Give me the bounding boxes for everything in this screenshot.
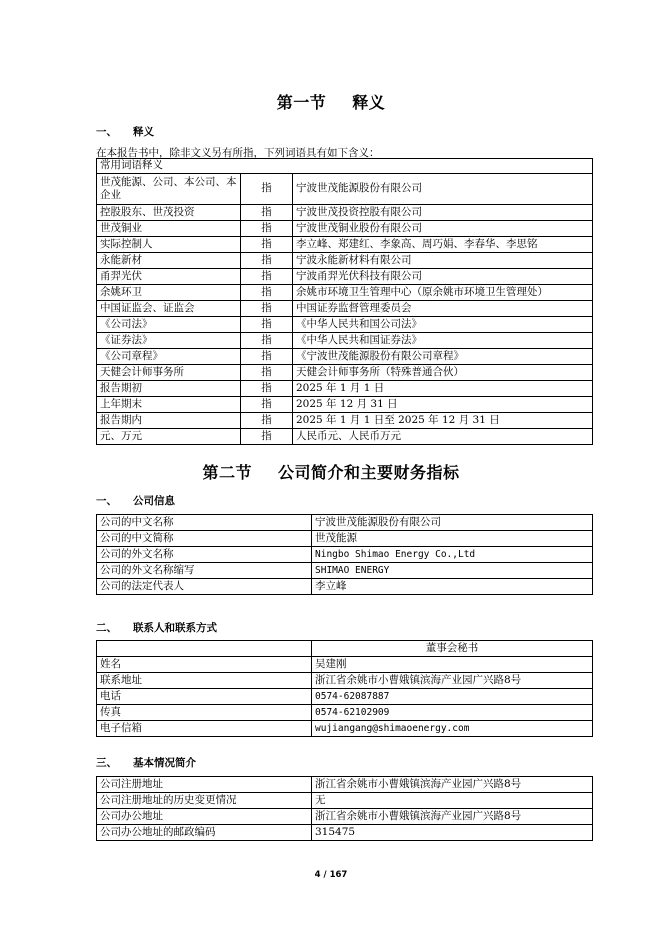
term-cell: 中国证监会、证监会 [97, 301, 241, 317]
label-cell: 公司办公地址 [97, 809, 312, 825]
value-cell: 李立峰 [312, 579, 593, 595]
label-cell: 公司的中文简称 [97, 531, 312, 547]
table-row [97, 221, 593, 237]
label-cell: 电子信箱 [97, 721, 312, 737]
value-cell: 浙江省余姚市小曹娥镇滨海产业园广兴路8号 [312, 673, 593, 689]
table-row [97, 349, 593, 365]
subsection-title: 释义 [133, 126, 154, 138]
meaning-cell: 宁波世茂投资控股有限公司 [293, 205, 593, 221]
section-1-heading [0, 90, 662, 113]
definitions-table-header: 常用词语释义 [97, 159, 593, 174]
table-row [97, 657, 593, 673]
table-row [97, 301, 593, 317]
table-row [97, 317, 593, 333]
subsection-number: 三、 [96, 757, 117, 769]
label-cell: 公司的中文名称 [97, 515, 312, 531]
label-cell: 联系地址 [97, 673, 312, 689]
table-row [97, 174, 593, 205]
page-number: 4 / 167 [314, 870, 348, 880]
table-row [97, 563, 593, 579]
value-cell: 宁波世茂能源股份有限公司 [312, 515, 593, 531]
value-cell: 无 [312, 793, 593, 809]
value-cell: 浙江省余姚市小曹娥镇滨海产业园广兴路8号 [312, 809, 593, 825]
table-row [97, 253, 593, 269]
meaning-cell: 2025 年 12 月 31 日 [293, 397, 593, 413]
table-row [97, 269, 593, 285]
ref-cell: 指 [241, 237, 293, 253]
table-row [97, 793, 593, 809]
term-cell: 实际控制人 [97, 237, 241, 253]
meaning-cell: 李立峰、郑建红、李象高、周巧娟、李春华、李思铭 [293, 237, 593, 253]
basic-info-heading [96, 755, 196, 770]
table-row [97, 205, 593, 221]
table-row [97, 237, 593, 253]
ref-cell: 指 [241, 413, 293, 429]
table-row [97, 413, 593, 429]
label-cell: 公司的外文名称 [97, 547, 312, 563]
company-info-heading [96, 493, 175, 508]
subsection-definitions-heading [96, 124, 154, 139]
label-cell: 传真 [97, 705, 312, 721]
company-info-table [96, 514, 593, 595]
meaning-cell: 宁波世茂能源股份有限公司 [293, 174, 593, 205]
meaning-cell: 2025 年 1 月 1 日至 2025 年 12 月 31 日 [293, 413, 593, 429]
contact-heading [96, 620, 217, 635]
term-cell: 元、万元 [97, 429, 241, 445]
ref-cell: 指 [241, 269, 293, 285]
ref-cell: 指 [241, 429, 293, 445]
meaning-cell: 天健会计师事务所（特殊普通合伙） [293, 365, 593, 381]
table-row [97, 397, 593, 413]
value-cell: 吴建刚 [312, 657, 593, 673]
table-row [97, 531, 593, 547]
ref-cell: 指 [241, 174, 293, 205]
term-cell: 《公司章程》 [97, 349, 241, 365]
table-row [97, 825, 593, 841]
table-row [97, 705, 593, 721]
term-cell: 控股股东、世茂投资 [97, 205, 241, 221]
section-1-title: 释义 [352, 93, 386, 112]
term-cell: 报告期内 [97, 413, 241, 429]
contact-header-secretary: 董事会秘书 [312, 641, 593, 657]
label-cell: 公司办公地址的邮政编码 [97, 825, 312, 841]
ref-cell: 指 [241, 333, 293, 349]
meaning-cell: 余姚市环境卫生管理中心（原余姚市环境卫生管理处） [293, 285, 593, 301]
meaning-cell: 宁波永能新材料有限公司 [293, 253, 593, 269]
term-cell: 余姚环卫 [97, 285, 241, 301]
basic-info-table [96, 776, 593, 841]
value-cell: 浙江省余姚市小曹娥镇滨海产业园广兴路8号 [312, 777, 593, 793]
table-row [97, 365, 593, 381]
meaning-cell: 宁波世茂铜业股份有限公司 [293, 221, 593, 237]
ref-cell: 指 [241, 365, 293, 381]
definitions-intro: 在本报告书中，除非文义另有所指，下列词语具有如下含义： [96, 147, 380, 159]
table-row [97, 547, 593, 563]
ref-cell: 指 [241, 381, 293, 397]
meaning-cell: 中国证券监督管理委员会 [293, 301, 593, 317]
value-cell: 0574-62102909 [312, 705, 593, 721]
subsection-number: 二、 [96, 622, 117, 634]
section-2-heading [0, 460, 662, 483]
section-1-number: 第一节 [276, 93, 327, 112]
meaning-cell: 人民币元、人民币万元 [293, 429, 593, 445]
ref-cell: 指 [241, 349, 293, 365]
value-cell: SHIMAO ENERGY [312, 563, 593, 579]
subsection-number: 一、 [96, 495, 117, 507]
term-cell: 《公司法》 [97, 317, 241, 333]
term-cell: 上年期末 [97, 397, 241, 413]
table-row [97, 285, 593, 301]
table-row [97, 333, 593, 349]
term-cell: 世茂能源、公司、本公司、本企业 [97, 174, 241, 205]
value-cell: Ningbo Shimao Energy Co.,Ltd [312, 547, 593, 563]
section-2-title: 公司简介和主要财务指标 [278, 463, 460, 482]
value-cell: wujiangang@shimaoenergy.com [312, 721, 593, 737]
table-row [97, 579, 593, 595]
term-cell: 《证券法》 [97, 333, 241, 349]
ref-cell: 指 [241, 317, 293, 333]
value-cell: 315475 [312, 825, 593, 841]
ref-cell: 指 [241, 253, 293, 269]
table-row [97, 689, 593, 705]
table-row [97, 429, 593, 445]
term-cell: 甬羿光伏 [97, 269, 241, 285]
ref-cell: 指 [241, 397, 293, 413]
value-cell: 0574-62087887 [312, 689, 593, 705]
term-cell: 报告期初 [97, 381, 241, 397]
meaning-cell: 《宁波世茂能源股份有限公司章程》 [293, 349, 593, 365]
meaning-cell: 《中华人民共和国证券法》 [293, 333, 593, 349]
table-row [97, 721, 593, 737]
label-cell: 公司的法定代表人 [97, 579, 312, 595]
subsection-title: 联系人和联系方式 [133, 622, 217, 634]
term-cell: 世茂铜业 [97, 221, 241, 237]
definitions-table [96, 158, 593, 445]
section-2-number: 第二节 [202, 463, 252, 482]
label-cell: 公司注册地址 [97, 777, 312, 793]
label-cell: 公司注册地址的历史变更情况 [97, 793, 312, 809]
label-cell: 姓名 [97, 657, 312, 673]
subsection-title: 公司信息 [133, 495, 175, 507]
ref-cell: 指 [241, 205, 293, 221]
term-cell: 永能新材 [97, 253, 241, 269]
label-cell: 电话 [97, 689, 312, 705]
contact-table [96, 640, 593, 737]
table-row [97, 381, 593, 397]
label-cell: 公司的外文名称缩写 [97, 563, 312, 579]
subsection-number: 一、 [96, 126, 117, 138]
table-row [97, 809, 593, 825]
table-row [97, 515, 593, 531]
meaning-cell: 《中华人民共和国公司法》 [293, 317, 593, 333]
ref-cell: 指 [241, 221, 293, 237]
meaning-cell: 2025 年 1 月 1 日 [293, 381, 593, 397]
ref-cell: 指 [241, 301, 293, 317]
subsection-title: 基本情况简介 [133, 757, 196, 769]
meaning-cell: 宁波甬羿光伏科技有限公司 [293, 269, 593, 285]
contact-header-blank [97, 641, 312, 657]
table-row [97, 673, 593, 689]
table-row [97, 777, 593, 793]
ref-cell: 指 [241, 285, 293, 301]
value-cell: 世茂能源 [312, 531, 593, 547]
term-cell: 天健会计师事务所 [97, 365, 241, 381]
